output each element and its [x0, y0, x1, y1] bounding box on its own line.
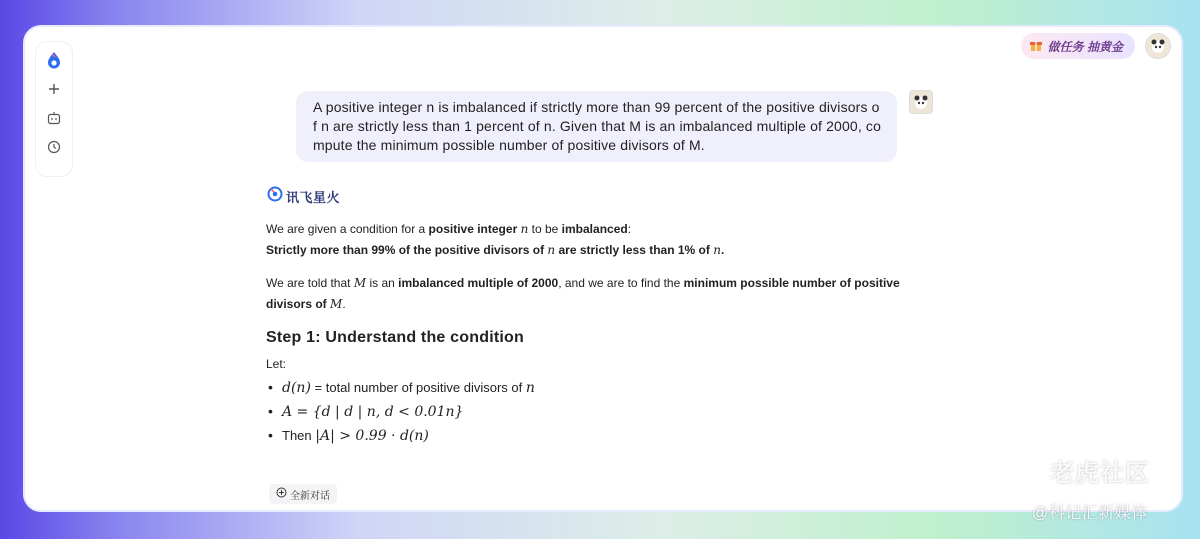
task-button[interactable] [1021, 33, 1135, 59]
history-icon[interactable] [42, 138, 66, 156]
watermark-site-text: 老虎社区 [1050, 460, 1150, 487]
list-item: • d(n) = total number of positive divisors of n [266, 376, 946, 400]
watermark-credit: @科记汇新媒体 [1032, 505, 1148, 522]
plus-icon[interactable] [42, 80, 66, 98]
watermark-site [1008, 450, 1150, 491]
logo-icon[interactable] [42, 51, 66, 69]
avatar[interactable] [1145, 33, 1171, 59]
gift-icon [1029, 38, 1043, 55]
app-window [23, 25, 1183, 512]
answer-intro: We are given a condition for a positive integer n to be imbalanced: [266, 222, 632, 236]
step1-heading: Step 1: Understand the condition [266, 329, 524, 346]
bot-icon[interactable] [42, 109, 66, 127]
list-item: • A = {d | d | n, d < 0.01n} [266, 400, 946, 424]
user-message: A positive integer n is imbalanced if strictly more than 99 percent of the positive divisors of n are strictly less than 1 percent of n. Given that M is an imbalanced multiple of 2000, compute the minimum possible number of positive divisors of M. [296, 91, 897, 162]
answer-told: We are told that M is an imbalanced multiple of 2000, and we are to find the minimum possible number of positive divisors of M. [266, 276, 900, 311]
answer-condition: Strictly more than 99% of the positive divisors of n are strictly less than 1% of n. [266, 243, 725, 257]
list-item: • Then |A| > 0.99 · d(n) [266, 424, 946, 448]
new-chat-label: 全新对话 [290, 490, 330, 502]
spark-logo-icon [267, 186, 283, 207]
new-chat-button[interactable] [269, 484, 337, 504]
definition-list [266, 376, 946, 448]
sidebar [35, 41, 73, 177]
watermark-logo-icon [1008, 450, 1042, 491]
let-label: Let: [266, 357, 287, 371]
assistant-answer [266, 219, 946, 448]
assistant-brand [267, 186, 340, 207]
task-label: 做任务 抽黄金 [1047, 39, 1123, 54]
new-chat-icon [276, 487, 287, 501]
user-avatar [909, 90, 933, 114]
top-right-bar [1021, 33, 1171, 59]
brand-name: 讯飞星火 [286, 190, 341, 205]
